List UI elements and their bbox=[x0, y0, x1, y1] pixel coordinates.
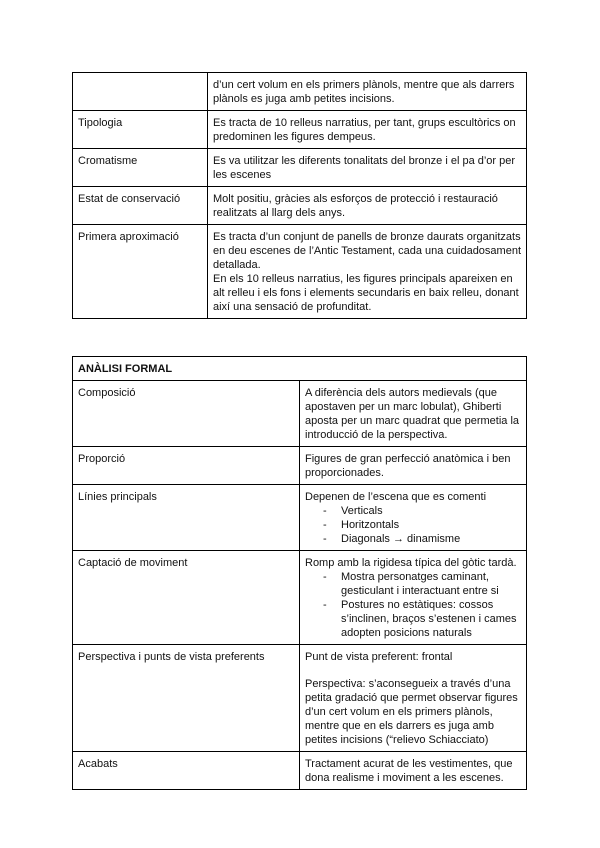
formal-analysis-title: ANÀLISI FORMAL bbox=[73, 357, 527, 381]
row-label-proporcio: Proporció bbox=[73, 447, 300, 485]
row-label-acabats: Acabats bbox=[73, 752, 300, 790]
table-row bbox=[73, 447, 527, 485]
table-row bbox=[73, 645, 527, 752]
row-label-captacio-moviment: Captació de moviment bbox=[73, 551, 300, 645]
row-content-captacio-moviment bbox=[300, 551, 527, 645]
table-row bbox=[73, 225, 527, 319]
table-row bbox=[73, 149, 527, 187]
row-text-volum: d’un cert volum en els primers plànols, mentre que als darrers plànols es juga amb petites incisions. bbox=[208, 73, 527, 111]
moviment-intro: Romp amb la rigidesa típica del gòtic tardà. bbox=[305, 557, 517, 569]
row-text-cromatisme: Es va utilitzar les diferents tonalitats del bronze i el pa d’or per les escenes bbox=[208, 149, 527, 187]
list-item: - Postures no estàtiques: cossos s’inclinen, braços s’estenen i cames adopten posicions naturals bbox=[305, 598, 521, 640]
row-label-empty bbox=[73, 73, 208, 111]
list-item: - Horitzontals bbox=[305, 518, 521, 532]
table-row bbox=[73, 187, 527, 225]
table-row bbox=[73, 485, 527, 551]
table-row bbox=[73, 111, 527, 149]
row-text-acabats: Tractament acurat de les vestimentes, que dona realisme i moviment a les escenes. bbox=[300, 752, 527, 790]
row-label-primera-aproximacio: Primera aproximació bbox=[73, 225, 208, 319]
characteristics-table bbox=[72, 72, 527, 319]
list-item: - Mostra personatges caminant, gesticulant i interactuant entre si bbox=[305, 570, 521, 598]
list-item: - Diagonals → dinamisme bbox=[305, 532, 521, 546]
table-header-row bbox=[73, 357, 527, 381]
row-label-estat-conservacio: Estat de conservació bbox=[73, 187, 208, 225]
formal-analysis-table bbox=[72, 356, 527, 790]
row-label-composicio: Composició bbox=[73, 381, 300, 447]
row-text-tipologia: Es tracta de 10 relleus narratius, per tant, grups escultòrics on predominen les figures dempeus. bbox=[208, 111, 527, 149]
table-row bbox=[73, 551, 527, 645]
row-label-linies-principals: Línies principals bbox=[73, 485, 300, 551]
list-item: - Verticals bbox=[305, 504, 521, 518]
row-label-cromatisme: Cromatisme bbox=[73, 149, 208, 187]
perspectiva-paragraph-2: Perspectiva: s’aconsegueix a través d’una petita gradació que permet observar figures d’un cert volum en els primers plànols, mentre que en els darrers es juga amb petites incisions (“relievo Schiacciato) bbox=[305, 678, 518, 746]
row-label-tipologia: Tipologia bbox=[73, 111, 208, 149]
linies-intro: Depenen de l’escena que es comenti bbox=[305, 491, 487, 503]
linies-list bbox=[305, 504, 521, 546]
row-content-linies-principals bbox=[300, 485, 527, 551]
row-text-estat-conservacio: Molt positiu, gràcies als esforços de protecció i restauració realitzats al llarg dels anys. bbox=[208, 187, 527, 225]
row-text-primera-aproximacio bbox=[208, 225, 527, 319]
table-row bbox=[73, 381, 527, 447]
primera-aproximacio-paragraph-1: Es tracta d’un conjunt de panells de bronze daurats organitzats en deu escenes de l’Antic Testament, cada una cuidadosament detallada. bbox=[213, 231, 521, 271]
table-row bbox=[73, 752, 527, 790]
row-text-proporcio: Figures de gran perfecció anatòmica i ben proporcionades. bbox=[300, 447, 527, 485]
table-row bbox=[73, 73, 527, 111]
row-text-composicio: A diferència dels autors medievals (que apostaven per un marc lobulat), Ghiberti aposta per un marc quadrat que permetia la introducció de la perspectiva. bbox=[300, 381, 527, 447]
primera-aproximacio-paragraph-2: En els 10 relleus narratius, les figures principals apareixen en alt relleu i els fons i elements secundaris en baix relleu, donant així una sensació de profunditat. bbox=[213, 273, 519, 313]
perspectiva-paragraph-1: Punt de vista preferent: frontal bbox=[305, 651, 453, 663]
row-label-perspectiva: Perspectiva i punts de vista preferents bbox=[73, 645, 300, 752]
moviment-list bbox=[305, 570, 521, 640]
row-content-perspectiva bbox=[300, 645, 527, 752]
